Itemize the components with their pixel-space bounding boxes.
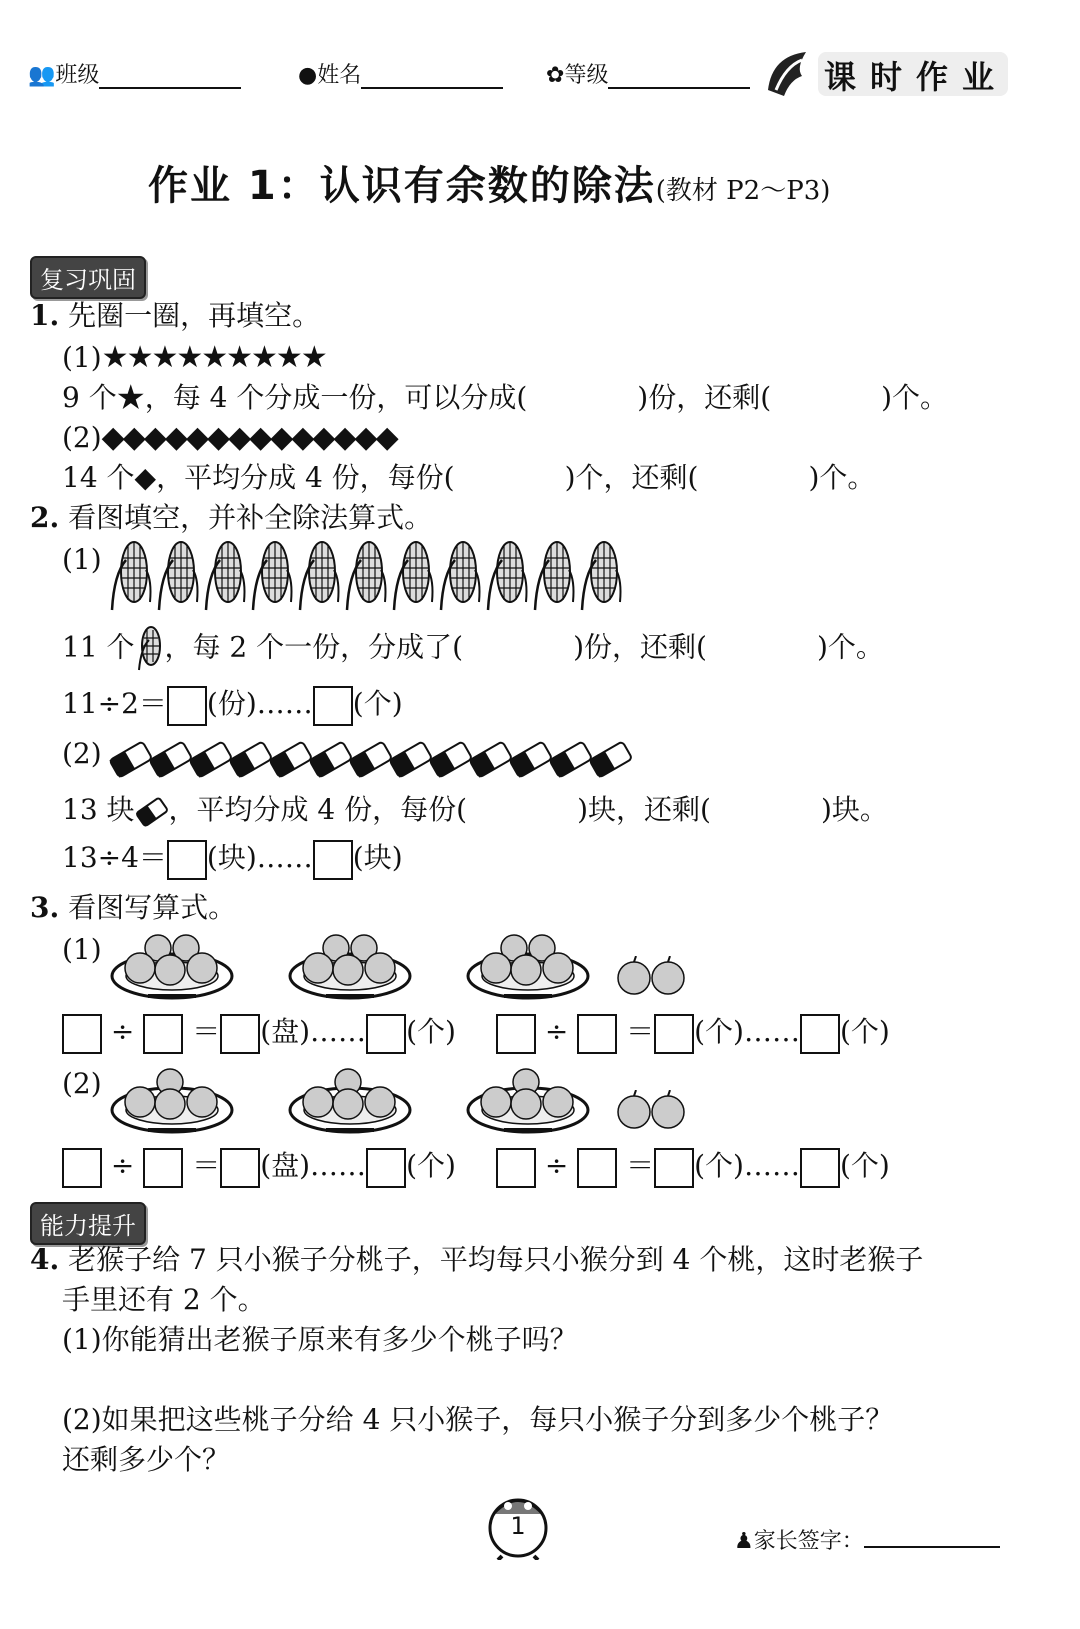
unit-ge: (个) bbox=[839, 1149, 890, 1182]
star-row: ★★★★★★★★★ bbox=[101, 340, 326, 375]
answer-box[interactable] bbox=[220, 1148, 260, 1188]
corn-icon bbox=[441, 542, 480, 610]
corn-icon bbox=[135, 626, 165, 672]
answer-box[interactable] bbox=[62, 1148, 102, 1188]
plate-5 bbox=[286, 1064, 414, 1136]
eraser-icon bbox=[469, 741, 512, 777]
q1-p1-text-b: )份，还剩( bbox=[637, 381, 772, 414]
eraser-icon bbox=[589, 741, 632, 777]
eraser-icon bbox=[509, 741, 552, 777]
plate-4 bbox=[108, 1064, 236, 1136]
q4-stem bbox=[30, 1240, 923, 1280]
q2-number: 2. bbox=[30, 501, 60, 534]
q1-p1-text-c: )个。 bbox=[881, 381, 949, 414]
answer-box[interactable] bbox=[143, 1148, 183, 1188]
q3-stem bbox=[30, 888, 236, 928]
div-sign: ÷ bbox=[544, 1149, 569, 1182]
corn-icon bbox=[582, 542, 621, 610]
parent-sign-field bbox=[734, 1524, 1000, 1555]
unit-plate: (盘)…… bbox=[260, 1015, 367, 1048]
div-sign: ÷ bbox=[110, 1149, 135, 1182]
q4-number: 4. bbox=[30, 1243, 60, 1276]
corn-row bbox=[108, 540, 625, 616]
logo bbox=[762, 46, 1012, 104]
q1-p1-figure bbox=[62, 338, 326, 378]
eraser-icon bbox=[429, 741, 472, 777]
corn-icon bbox=[347, 542, 386, 610]
q1-p1-text bbox=[62, 378, 948, 418]
unit-plate: (盘)…… bbox=[260, 1149, 367, 1182]
class-label: 班级 bbox=[55, 63, 100, 88]
div-sign: ÷ bbox=[544, 1015, 569, 1048]
q2-p2-text bbox=[62, 790, 888, 830]
q2-stem-text: 看图填空，并补全除法算式。 bbox=[68, 501, 433, 534]
answer-box[interactable] bbox=[496, 1014, 536, 1054]
title-ref: (教材 P2～P3) bbox=[655, 176, 831, 206]
answer-box[interactable] bbox=[800, 1014, 840, 1054]
answer-box[interactable] bbox=[654, 1148, 694, 1188]
q1-number: 1. bbox=[30, 299, 60, 332]
div-sign: ÷ bbox=[110, 1015, 135, 1048]
corn-icon bbox=[488, 542, 527, 610]
q1-stem-text: 先圈一圈，再填空。 bbox=[68, 299, 321, 332]
logo-text: 课时作业 bbox=[824, 58, 1009, 96]
q2-p1-eq-b: (份)…… bbox=[206, 687, 313, 720]
answer-box[interactable] bbox=[313, 686, 353, 726]
q2-p2-equation bbox=[62, 838, 403, 880]
plate-2 bbox=[286, 930, 414, 1002]
q1-p2-label: (2) bbox=[62, 421, 102, 454]
q1-stem bbox=[30, 296, 320, 336]
eraser-icon bbox=[135, 795, 169, 829]
page-title bbox=[148, 154, 830, 211]
grade-label: 等级 bbox=[564, 63, 609, 88]
eraser-icon bbox=[349, 741, 392, 777]
medal-icon: ✿ bbox=[546, 63, 565, 88]
answer-box[interactable] bbox=[313, 840, 353, 880]
grade-blank[interactable] bbox=[608, 87, 750, 89]
q3-p2-label: (2) bbox=[62, 1067, 102, 1100]
grade-field bbox=[546, 58, 750, 89]
corn-icon bbox=[112, 542, 151, 610]
eq-sign: ＝ bbox=[626, 1149, 655, 1182]
q2-p2-label: (2) bbox=[62, 737, 102, 770]
title-main: 作业 1：认识有余数的除法 bbox=[148, 163, 656, 209]
q1-p1-text-a: 9 个★，每 4 个分成一份，可以分成( bbox=[62, 381, 528, 414]
q3-p1-label: (1) bbox=[62, 933, 102, 966]
diamond-row: ◆◆◆◆◆◆◆◆◆◆◆◆◆◆ bbox=[101, 420, 397, 455]
eraser-icon bbox=[149, 741, 192, 777]
answer-box[interactable] bbox=[366, 1014, 406, 1054]
unit-ge: (个) bbox=[406, 1015, 456, 1048]
section-review-badge: 复习巩固 bbox=[30, 256, 146, 299]
q4-p1-answer-area[interactable] bbox=[62, 1360, 1002, 1396]
q2-p1-eq-a: 11÷2＝ bbox=[62, 687, 167, 720]
eraser-row bbox=[108, 738, 638, 786]
corn-icon bbox=[253, 542, 292, 610]
q1-p1-label: (1) bbox=[62, 341, 102, 374]
answer-box[interactable] bbox=[167, 840, 207, 880]
eraser-icon bbox=[549, 741, 592, 777]
q2-p2-eq-c: (块) bbox=[352, 841, 403, 874]
q2-p2-text-b: ，平均分成 4 份，每份( bbox=[168, 793, 468, 826]
loose-apples-2 bbox=[616, 1090, 690, 1134]
unit-ge: (个) bbox=[839, 1015, 890, 1048]
q4-stem-b: 手里还有 2 个。 bbox=[62, 1283, 266, 1316]
eraser-icon bbox=[269, 741, 312, 777]
class-field bbox=[28, 58, 241, 89]
q2-p2-text-c: )块，还剩( bbox=[577, 793, 711, 826]
page-number: 1 bbox=[510, 1512, 526, 1540]
q2-p1-eq-c: (个) bbox=[352, 687, 403, 720]
q2-p2-text-d: )块。 bbox=[820, 793, 888, 826]
corn-icon bbox=[206, 542, 245, 610]
answer-box[interactable] bbox=[220, 1014, 260, 1054]
answer-box[interactable] bbox=[143, 1014, 183, 1054]
q3-p1-equations bbox=[62, 1012, 890, 1054]
q2-p1-text-b: ，每 2 个一份，分成了( bbox=[164, 630, 464, 664]
corn-icon bbox=[159, 542, 198, 610]
q2-p2-text-a: 13 块 bbox=[62, 793, 135, 826]
answer-box[interactable] bbox=[654, 1014, 694, 1054]
unit-ge: (个) bbox=[406, 1149, 456, 1182]
eq-sign: ＝ bbox=[192, 1149, 221, 1182]
apple-icon bbox=[616, 1090, 690, 1130]
unit-ge-dots: (个)…… bbox=[694, 1015, 800, 1048]
corn-icon bbox=[535, 542, 574, 610]
apple-icon bbox=[616, 956, 690, 996]
parent-sign-blank[interactable] bbox=[864, 1546, 1000, 1548]
q4-p1: (1)你能猜出老猴子原来有多少个桃子吗？ bbox=[62, 1323, 578, 1356]
answer-box[interactable] bbox=[167, 686, 207, 726]
person-icon: ● bbox=[298, 63, 318, 88]
eraser-icon bbox=[109, 741, 152, 777]
answer-box[interactable] bbox=[62, 1014, 102, 1054]
q3-stem-text: 看图写算式。 bbox=[68, 891, 237, 924]
answer-box[interactable] bbox=[800, 1148, 840, 1188]
person-icon: ♟ bbox=[734, 1529, 754, 1554]
plate-6 bbox=[464, 1064, 592, 1136]
q4-stem-a: 老猴子给 7 只小猴子分桃子，平均每只小猴分到 4 个桃，这时老猴子 bbox=[68, 1243, 924, 1276]
eraser-icon bbox=[229, 741, 272, 777]
q4-p2-a: (2)如果把这些桃子分给 4 只小猴子，每只小猴子分到多少个桃子？ bbox=[62, 1403, 894, 1436]
q1-p2-figure bbox=[62, 418, 397, 458]
name-field bbox=[298, 58, 503, 89]
q2-p1-equation bbox=[62, 684, 403, 726]
loose-apples bbox=[616, 956, 690, 1000]
corn-icon bbox=[300, 542, 339, 610]
q2-p2-eq-a: 13÷4＝ bbox=[62, 841, 167, 874]
page-number-badge bbox=[486, 1490, 550, 1564]
q2-p1-text-c: )份，还剩( bbox=[573, 630, 707, 664]
name-blank[interactable] bbox=[361, 87, 503, 89]
plate-1 bbox=[108, 930, 236, 1002]
unit-ge-dots: (个)…… bbox=[694, 1149, 800, 1182]
name-label: 姓名 bbox=[317, 63, 362, 88]
eq-sign: ＝ bbox=[626, 1015, 655, 1048]
section-improve-badge: 能力提升 bbox=[30, 1202, 146, 1245]
q2-p1-label: (1) bbox=[62, 543, 102, 576]
eraser-icon bbox=[309, 741, 352, 777]
eq-sign: ＝ bbox=[192, 1015, 221, 1048]
q1-p2-text-a: 14 个◆，平均分成 4 份，每份( bbox=[62, 461, 455, 494]
answer-box[interactable] bbox=[577, 1148, 617, 1188]
corn-icon bbox=[394, 542, 433, 610]
answer-box[interactable] bbox=[577, 1014, 617, 1054]
q2-stem bbox=[30, 498, 432, 538]
q3-number: 3. bbox=[30, 891, 60, 924]
q2-p1-text bbox=[62, 626, 884, 672]
eraser-icon bbox=[189, 741, 232, 777]
q2-p1-text-a: 11 个 bbox=[62, 630, 135, 664]
plate-3 bbox=[464, 930, 592, 1002]
q2-p2-eq-b: (块)…… bbox=[206, 841, 313, 874]
q4-p2-b: 还剩多少个？ bbox=[62, 1443, 231, 1476]
class-icon: 👥 bbox=[28, 63, 56, 88]
answer-box[interactable] bbox=[366, 1148, 406, 1188]
q1-p2-text bbox=[62, 458, 875, 498]
q3-p2-equations bbox=[62, 1146, 890, 1188]
class-blank[interactable] bbox=[99, 87, 241, 89]
answer-box[interactable] bbox=[496, 1148, 536, 1188]
q1-p2-text-b: )个，还剩( bbox=[564, 461, 699, 494]
q1-p2-text-c: )个。 bbox=[808, 461, 876, 494]
eraser-icon bbox=[389, 741, 432, 777]
q2-p1-text-d: )个。 bbox=[816, 630, 884, 664]
parent-sign-label: 家长签字： bbox=[753, 1529, 864, 1554]
